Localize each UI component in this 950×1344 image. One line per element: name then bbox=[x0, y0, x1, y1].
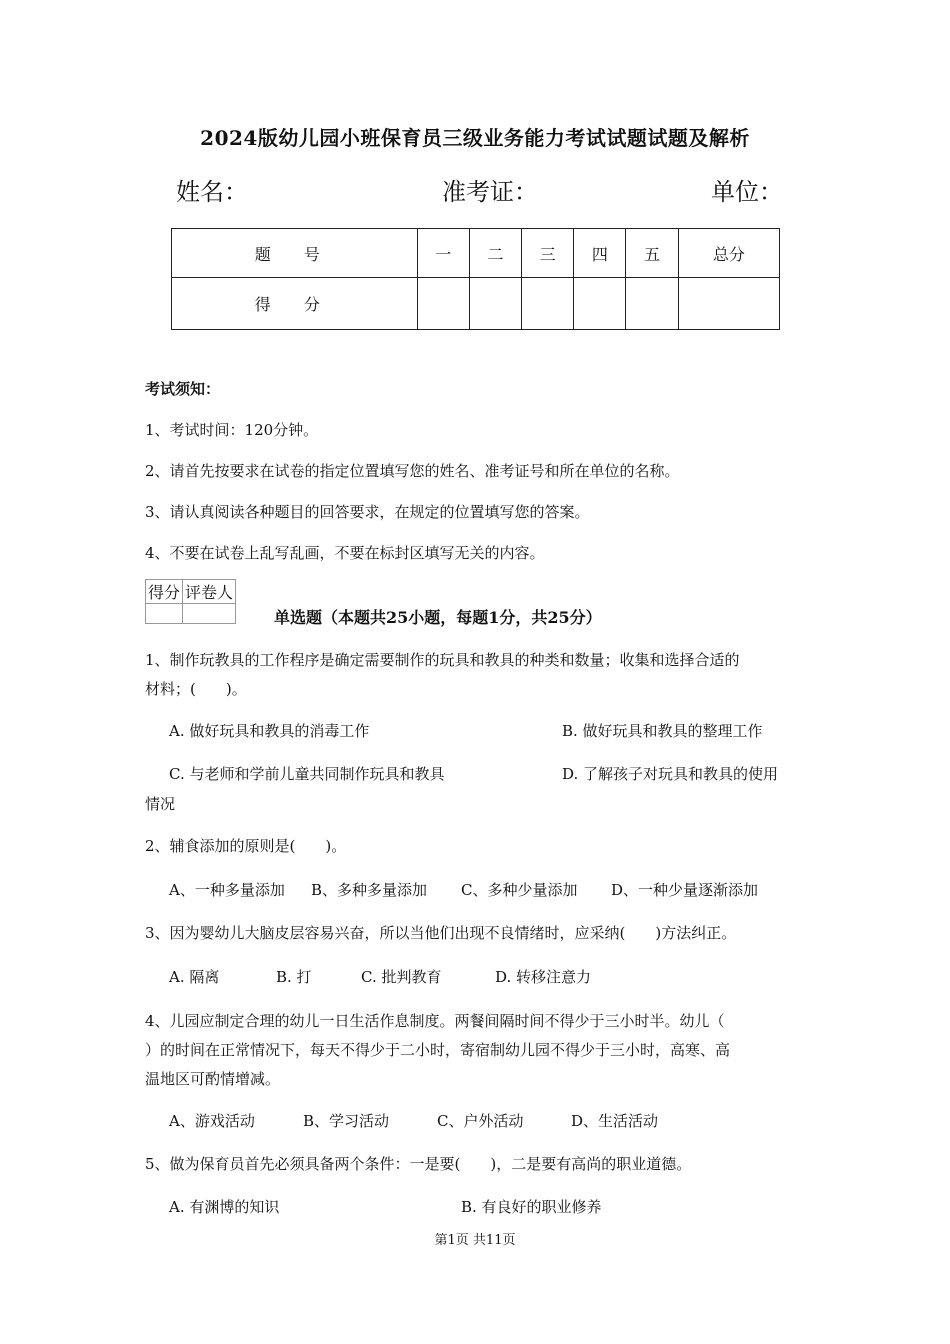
notice-item: 4、不要在试卷上乱写乱画，不要在标封区填写无关的内容。 bbox=[145, 544, 545, 562]
question-4-option-c[interactable]: C、户外活动 bbox=[437, 1112, 524, 1130]
question-3-option-a[interactable]: A. 隔离 bbox=[169, 968, 220, 986]
grader-score-label: 得分 bbox=[146, 580, 183, 604]
score-header-cell: 一 bbox=[417, 229, 469, 278]
page-footer: 第1页 共11页 bbox=[434, 1233, 516, 1248]
grader-name-cell[interactable] bbox=[183, 604, 236, 624]
question-1-option-a[interactable]: A. 做好玩具和教具的消毒工作 bbox=[169, 722, 370, 740]
question-5-stem: 5、做为保育员首先必须具备两个条件：一是要( )，二是要有高尚的职业道德。 bbox=[145, 1155, 692, 1173]
question-2-stem: 2、辅食添加的原则是( )。 bbox=[145, 837, 347, 855]
exam-id-field-label: 准考证： bbox=[442, 178, 538, 206]
question-2-option-a[interactable]: A、一种多量添加 bbox=[169, 881, 285, 899]
question-3-option-c[interactable]: C. 批判教育 bbox=[361, 968, 442, 986]
score-cell[interactable] bbox=[574, 278, 626, 330]
score-table-header-row bbox=[172, 229, 780, 278]
question-4-stem-line1: 4、儿园应制定合理的幼儿一日生活作息制度。两餐间隔时间不得少于三小时半。幼儿（ bbox=[145, 1012, 725, 1030]
score-header-cell: 五 bbox=[626, 229, 678, 278]
score-cell[interactable] bbox=[678, 278, 779, 330]
notice-item: 2、请首先按要求在试卷的指定位置填写您的姓名、准考证号和所在单位的名称。 bbox=[145, 462, 680, 480]
question-2-option-b[interactable]: B、多种多量添加 bbox=[311, 881, 428, 899]
question-1-stem-line2: 材料；( )。 bbox=[145, 680, 247, 698]
page-title: 2024版幼儿园小班保育员三级业务能力考试试题试题及解析 bbox=[200, 126, 750, 150]
notice-item: 3、请认真阅读各种题目的回答要求，在规定的位置填写您的答案。 bbox=[145, 503, 590, 521]
question-3-stem: 3、因为婴幼儿大脑皮层容易兴奋，所以当他们出现不良情绪时，应采纳( )方法纠正。 bbox=[145, 924, 737, 942]
question-2-option-c[interactable]: C、多种少量添加 bbox=[461, 881, 578, 899]
score-cell[interactable] bbox=[417, 278, 469, 330]
score-header-cell: 三 bbox=[522, 229, 574, 278]
question-1-option-d[interactable]: D. 了解孩子对玩具和教具的使用 bbox=[562, 765, 779, 783]
question-5-option-b[interactable]: B. 有良好的职业修养 bbox=[461, 1198, 602, 1216]
unit-field-label: 单位： bbox=[711, 178, 783, 206]
score-header-cell: 题 号 bbox=[172, 229, 418, 278]
score-header-cell: 总分 bbox=[678, 229, 779, 278]
score-header-cell: 四 bbox=[574, 229, 626, 278]
question-4-option-b[interactable]: B、学习活动 bbox=[303, 1112, 390, 1130]
score-row-label: 得 分 bbox=[172, 278, 418, 330]
question-5-option-a[interactable]: A. 有渊博的知识 bbox=[169, 1198, 280, 1216]
question-4-stem-line3: 温地区可酌情增减。 bbox=[145, 1070, 281, 1088]
score-table bbox=[171, 228, 780, 330]
notice-title: 考试须知： bbox=[145, 380, 221, 398]
score-cell[interactable] bbox=[469, 278, 521, 330]
question-2-option-d[interactable]: D、一种少量逐渐添加 bbox=[611, 881, 759, 899]
question-3-option-b[interactable]: B. 打 bbox=[276, 968, 312, 986]
score-cell[interactable] bbox=[626, 278, 678, 330]
question-1-stem-line1: 1、制作玩教具的工作程序是确定需要制作的玩具和教具的种类和数量；收集和选择合适的 bbox=[145, 651, 740, 669]
score-cell[interactable] bbox=[522, 278, 574, 330]
score-table-score-row bbox=[172, 278, 780, 330]
question-1-option-b[interactable]: B. 做好玩具和教具的整理工作 bbox=[562, 722, 763, 740]
notice-item: 1、考试时间：120分钟。 bbox=[145, 421, 319, 439]
grader-score-cell[interactable] bbox=[146, 604, 183, 624]
grader-name-label: 评卷人 bbox=[183, 580, 236, 604]
grader-box bbox=[145, 579, 236, 624]
question-1-option-d-continued: 情况 bbox=[145, 795, 176, 813]
question-4-stem-line2: ）的时间在正常情况下，每天不得少于二小时，寄宿制幼儿园不得少于三小时，高寒、高 bbox=[145, 1041, 731, 1059]
question-1-option-c[interactable]: C. 与老师和学前儿童共同制作玩具和教具 bbox=[169, 765, 445, 783]
section-title: 单选题（本题共25小题，每题1分，共25分） bbox=[274, 608, 602, 627]
name-field-label: 姓名： bbox=[176, 178, 248, 206]
question-3-option-d[interactable]: D. 转移注意力 bbox=[495, 968, 592, 986]
question-4-option-a[interactable]: A、游戏活动 bbox=[169, 1112, 255, 1130]
question-4-option-d[interactable]: D、生活活动 bbox=[571, 1112, 659, 1130]
score-header-cell: 二 bbox=[469, 229, 521, 278]
